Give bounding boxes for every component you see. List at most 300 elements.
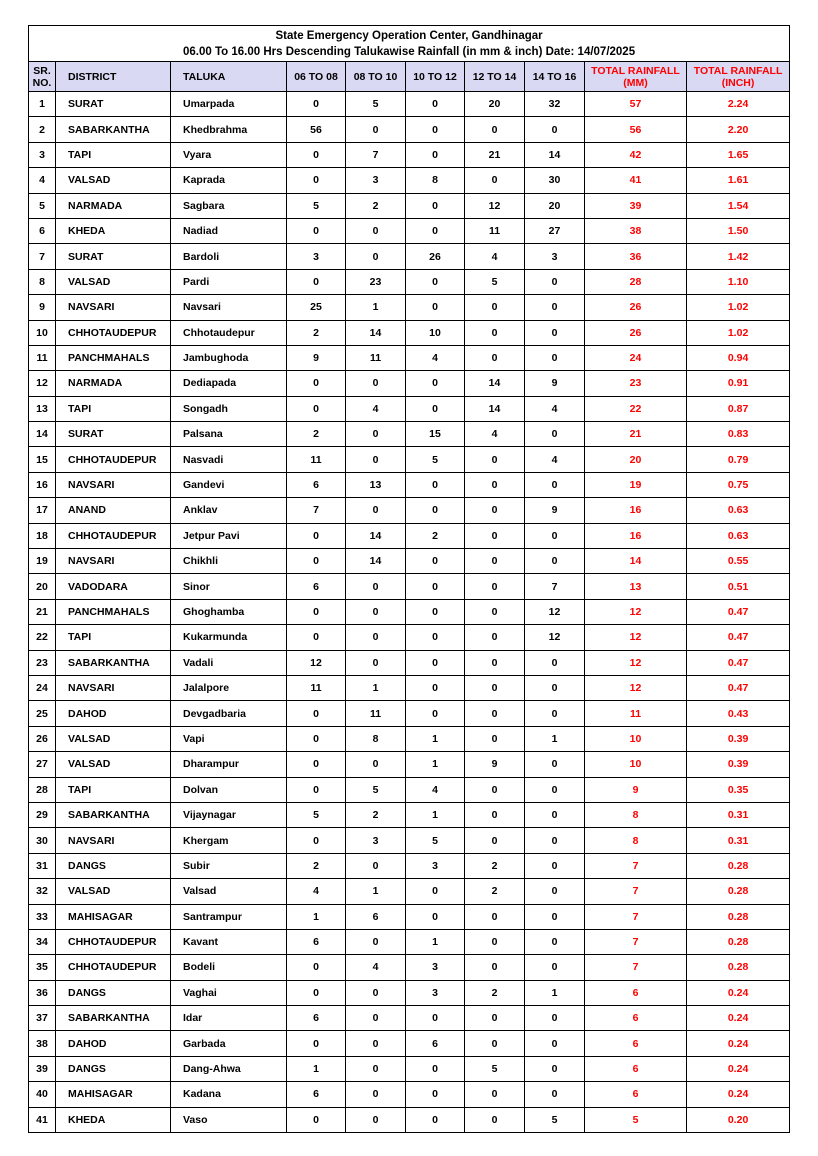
sr-no-cell: 41	[29, 1107, 56, 1132]
sr-no-cell: 7	[29, 244, 56, 269]
rain-14-16-cell: 14	[525, 142, 585, 167]
total-inch-cell: 0.28	[687, 955, 790, 980]
taluka-cell: Umarpada	[171, 92, 287, 117]
total-inch-cell: 1.54	[687, 193, 790, 218]
rain-08-10-cell: 1	[346, 295, 406, 320]
rain-08-10-cell: 0	[346, 929, 406, 954]
taluka-cell: Dolvan	[171, 777, 287, 802]
col-06-to-08: 06 TO 08	[287, 62, 346, 92]
total-inch-cell: 0.87	[687, 396, 790, 421]
sr-no-cell: 39	[29, 1056, 56, 1081]
district-cell: VADODARA	[56, 574, 171, 599]
total-mm-cell: 16	[585, 523, 687, 548]
rain-08-10-cell: 8	[346, 726, 406, 751]
rain-10-12-cell: 1	[406, 752, 465, 777]
total-inch-cell: 0.24	[687, 980, 790, 1005]
rain-08-10-cell: 0	[346, 574, 406, 599]
rain-06-08-cell: 2	[287, 853, 346, 878]
total-inch-cell: 1.02	[687, 320, 790, 345]
sr-no-cell: 31	[29, 853, 56, 878]
table-row	[29, 498, 790, 523]
rain-06-08-cell: 0	[287, 168, 346, 193]
sr-no-cell: 3	[29, 142, 56, 167]
rain-12-14-cell: 14	[465, 396, 525, 421]
taluka-cell: Chikhli	[171, 549, 287, 574]
taluka-cell: Dang-Ahwa	[171, 1056, 287, 1081]
rain-06-08-cell: 0	[287, 142, 346, 167]
taluka-cell: Khergam	[171, 828, 287, 853]
rain-08-10-cell: 0	[346, 1056, 406, 1081]
district-cell: CHHOTAUDEPUR	[56, 929, 171, 954]
rain-08-10-cell: 0	[346, 853, 406, 878]
taluka-cell: Nasvadi	[171, 447, 287, 472]
total-inch-cell: 0.94	[687, 345, 790, 370]
rain-12-14-cell: 2	[465, 879, 525, 904]
rain-12-14-cell: 0	[465, 117, 525, 142]
rain-14-16-cell: 30	[525, 168, 585, 193]
rain-14-16-cell: 0	[525, 1056, 585, 1081]
rain-06-08-cell: 1	[287, 904, 346, 929]
total-inch-cell: 0.39	[687, 726, 790, 751]
rain-06-08-cell: 0	[287, 218, 346, 243]
rain-08-10-cell: 11	[346, 345, 406, 370]
taluka-cell: Gandevi	[171, 472, 287, 497]
table-row	[29, 269, 790, 294]
rain-10-12-cell: 6	[406, 1031, 465, 1056]
district-cell: SURAT	[56, 422, 171, 447]
rain-12-14-cell: 5	[465, 1056, 525, 1081]
sr-no-cell: 19	[29, 549, 56, 574]
rain-14-16-cell: 0	[525, 320, 585, 345]
district-cell: SABARKANTHA	[56, 1006, 171, 1031]
district-cell: NAVSARI	[56, 472, 171, 497]
rain-10-12-cell: 3	[406, 955, 465, 980]
rain-10-12-cell: 0	[406, 1082, 465, 1107]
rain-14-16-cell: 0	[525, 345, 585, 370]
rain-10-12-cell: 26	[406, 244, 465, 269]
taluka-cell: Ghoghamba	[171, 599, 287, 624]
district-cell: NARMADA	[56, 371, 171, 396]
table-row	[29, 726, 790, 751]
rain-12-14-cell: 0	[465, 574, 525, 599]
column-header-row	[29, 62, 790, 92]
rain-08-10-cell: 5	[346, 777, 406, 802]
sr-no-cell: 23	[29, 650, 56, 675]
district-cell: KHEDA	[56, 1107, 171, 1132]
rain-08-10-cell: 14	[346, 320, 406, 345]
rain-06-08-cell: 0	[287, 752, 346, 777]
taluka-cell: Vapi	[171, 726, 287, 751]
total-inch-cell: 0.55	[687, 549, 790, 574]
total-inch-cell: 0.28	[687, 904, 790, 929]
rain-06-08-cell: 0	[287, 701, 346, 726]
rain-14-16-cell: 4	[525, 396, 585, 421]
rain-10-12-cell: 0	[406, 371, 465, 396]
total-inch-cell: 0.24	[687, 1006, 790, 1031]
rain-06-08-cell: 0	[287, 549, 346, 574]
rain-08-10-cell: 11	[346, 701, 406, 726]
total-mm-cell: 6	[585, 980, 687, 1005]
district-cell: NAVSARI	[56, 828, 171, 853]
total-inch-cell: 0.91	[687, 371, 790, 396]
total-inch-cell: 1.65	[687, 142, 790, 167]
report-title-line1: State Emergency Operation Center, Gandhinagar	[275, 29, 543, 42]
rain-08-10-cell: 0	[346, 218, 406, 243]
district-cell: ANAND	[56, 498, 171, 523]
rain-08-10-cell: 0	[346, 980, 406, 1005]
rain-10-12-cell: 10	[406, 320, 465, 345]
rain-06-08-cell: 0	[287, 269, 346, 294]
table-row	[29, 752, 790, 777]
col-10-to-12: 10 TO 12	[406, 62, 465, 92]
total-inch-cell: 1.61	[687, 168, 790, 193]
rain-14-16-cell: 0	[525, 523, 585, 548]
col-taluka: TALUKA	[171, 62, 287, 92]
sr-no-cell: 22	[29, 625, 56, 650]
sr-no-cell: 38	[29, 1031, 56, 1056]
rain-08-10-cell: 2	[346, 802, 406, 827]
rain-08-10-cell: 23	[346, 269, 406, 294]
taluka-cell: Garbada	[171, 1031, 287, 1056]
rain-06-08-cell: 11	[287, 675, 346, 700]
rain-06-08-cell: 25	[287, 295, 346, 320]
table-row	[29, 193, 790, 218]
district-cell: NAVSARI	[56, 295, 171, 320]
rain-08-10-cell: 4	[346, 955, 406, 980]
taluka-cell: Idar	[171, 1006, 287, 1031]
rain-06-08-cell: 0	[287, 1107, 346, 1132]
taluka-cell: Kukarmunda	[171, 625, 287, 650]
total-mm-cell: 14	[585, 549, 687, 574]
sr-no-cell: 4	[29, 168, 56, 193]
table-row	[29, 599, 790, 624]
total-mm-cell: 5	[585, 1107, 687, 1132]
district-cell: VALSAD	[56, 752, 171, 777]
rain-08-10-cell: 7	[346, 142, 406, 167]
district-cell: NARMADA	[56, 193, 171, 218]
rain-12-14-cell: 0	[465, 929, 525, 954]
rain-08-10-cell: 0	[346, 1031, 406, 1056]
taluka-cell: Santrampur	[171, 904, 287, 929]
rain-10-12-cell: 0	[406, 92, 465, 117]
rain-06-08-cell: 7	[287, 498, 346, 523]
sr-no-cell: 15	[29, 447, 56, 472]
taluka-cell: Sagbara	[171, 193, 287, 218]
sr-no-cell: 36	[29, 980, 56, 1005]
district-cell: SABARKANTHA	[56, 802, 171, 827]
total-mm-cell: 10	[585, 752, 687, 777]
district-cell: NAVSARI	[56, 675, 171, 700]
rain-14-16-cell: 0	[525, 828, 585, 853]
sr-no-cell: 18	[29, 523, 56, 548]
total-inch-cell: 0.20	[687, 1107, 790, 1132]
sr-no-cell: 9	[29, 295, 56, 320]
total-mm-cell: 11	[585, 701, 687, 726]
col-sr-no: SR. NO.	[29, 62, 56, 92]
sr-no-cell: 25	[29, 701, 56, 726]
total-mm-cell: 6	[585, 1056, 687, 1081]
rain-08-10-cell: 0	[346, 371, 406, 396]
table-row	[29, 929, 790, 954]
taluka-cell: Dharampur	[171, 752, 287, 777]
rain-14-16-cell: 0	[525, 1082, 585, 1107]
rain-14-16-cell: 0	[525, 904, 585, 929]
total-inch-cell: 0.47	[687, 675, 790, 700]
rain-12-14-cell: 0	[465, 549, 525, 574]
rain-12-14-cell: 0	[465, 599, 525, 624]
rain-10-12-cell: 15	[406, 422, 465, 447]
taluka-cell: Subir	[171, 853, 287, 878]
sr-no-cell: 30	[29, 828, 56, 853]
total-inch-cell: 1.50	[687, 218, 790, 243]
rain-10-12-cell: 4	[406, 777, 465, 802]
rain-14-16-cell: 0	[525, 853, 585, 878]
rain-12-14-cell: 0	[465, 472, 525, 497]
total-mm-cell: 26	[585, 295, 687, 320]
sr-no-cell: 33	[29, 904, 56, 929]
sr-no-cell: 16	[29, 472, 56, 497]
rain-08-10-cell: 0	[346, 625, 406, 650]
total-inch-cell: 0.31	[687, 802, 790, 827]
rain-14-16-cell: 0	[525, 422, 585, 447]
total-inch-cell: 0.24	[687, 1082, 790, 1107]
district-cell: TAPI	[56, 142, 171, 167]
rain-12-14-cell: 0	[465, 955, 525, 980]
rain-12-14-cell: 0	[465, 904, 525, 929]
district-cell: VALSAD	[56, 879, 171, 904]
total-inch-cell: 0.83	[687, 422, 790, 447]
rain-06-08-cell: 0	[287, 523, 346, 548]
total-mm-cell: 7	[585, 955, 687, 980]
rain-10-12-cell: 0	[406, 1006, 465, 1031]
rain-06-08-cell: 0	[287, 599, 346, 624]
rain-12-14-cell: 0	[465, 625, 525, 650]
total-mm-cell: 56	[585, 117, 687, 142]
rain-08-10-cell: 0	[346, 650, 406, 675]
total-mm-cell: 12	[585, 650, 687, 675]
rain-06-08-cell: 5	[287, 802, 346, 827]
table-row	[29, 955, 790, 980]
rain-12-14-cell: 4	[465, 244, 525, 269]
rain-12-14-cell: 0	[465, 345, 525, 370]
total-mm-cell: 10	[585, 726, 687, 751]
rain-10-12-cell: 0	[406, 117, 465, 142]
rain-12-14-cell: 0	[465, 1006, 525, 1031]
district-cell: NAVSARI	[56, 549, 171, 574]
rain-06-08-cell: 2	[287, 320, 346, 345]
rain-10-12-cell: 0	[406, 193, 465, 218]
table-row	[29, 320, 790, 345]
rain-06-08-cell: 0	[287, 980, 346, 1005]
total-mm-cell: 41	[585, 168, 687, 193]
district-cell: SABARKANTHA	[56, 117, 171, 142]
total-mm-cell: 39	[585, 193, 687, 218]
rain-14-16-cell: 0	[525, 650, 585, 675]
rain-14-16-cell: 0	[525, 549, 585, 574]
total-mm-cell: 20	[585, 447, 687, 472]
table-row	[29, 879, 790, 904]
rain-14-16-cell: 0	[525, 802, 585, 827]
total-mm-cell: 12	[585, 625, 687, 650]
total-mm-cell: 38	[585, 218, 687, 243]
rainfall-table	[28, 25, 790, 1133]
table-row	[29, 625, 790, 650]
table-row	[29, 1031, 790, 1056]
rain-06-08-cell: 0	[287, 1031, 346, 1056]
sr-no-cell: 12	[29, 371, 56, 396]
table-row	[29, 1006, 790, 1031]
rain-12-14-cell: 0	[465, 523, 525, 548]
total-inch-cell: 0.35	[687, 777, 790, 802]
rain-06-08-cell: 1	[287, 1056, 346, 1081]
rain-14-16-cell: 0	[525, 472, 585, 497]
rain-08-10-cell: 1	[346, 675, 406, 700]
total-mm-cell: 13	[585, 574, 687, 599]
district-cell: DANGS	[56, 853, 171, 878]
rain-12-14-cell: 0	[465, 1107, 525, 1132]
taluka-cell: Vaghai	[171, 980, 287, 1005]
rain-12-14-cell: 0	[465, 650, 525, 675]
district-cell: DANGS	[56, 1056, 171, 1081]
rain-10-12-cell: 1	[406, 726, 465, 751]
total-inch-cell: 0.43	[687, 701, 790, 726]
rain-14-16-cell: 5	[525, 1107, 585, 1132]
rain-08-10-cell: 0	[346, 752, 406, 777]
rain-10-12-cell: 0	[406, 218, 465, 243]
rain-08-10-cell: 0	[346, 1082, 406, 1107]
district-cell: CHHOTAUDEPUR	[56, 447, 171, 472]
rain-10-12-cell: 3	[406, 853, 465, 878]
district-cell: DANGS	[56, 980, 171, 1005]
rain-14-16-cell: 1	[525, 726, 585, 751]
rain-14-16-cell: 0	[525, 675, 585, 700]
table-row	[29, 117, 790, 142]
rain-14-16-cell: 32	[525, 92, 585, 117]
rain-10-12-cell: 0	[406, 549, 465, 574]
rain-06-08-cell: 6	[287, 1082, 346, 1107]
table-row	[29, 345, 790, 370]
table-row	[29, 853, 790, 878]
rain-08-10-cell: 0	[346, 447, 406, 472]
taluka-cell: Vyara	[171, 142, 287, 167]
total-mm-cell: 42	[585, 142, 687, 167]
table-row	[29, 828, 790, 853]
sr-no-cell: 32	[29, 879, 56, 904]
sr-no-cell: 27	[29, 752, 56, 777]
table-row	[29, 549, 790, 574]
rain-14-16-cell: 0	[525, 777, 585, 802]
rain-10-12-cell: 3	[406, 980, 465, 1005]
sr-no-cell: 34	[29, 929, 56, 954]
table-row	[29, 447, 790, 472]
rain-10-12-cell: 0	[406, 904, 465, 929]
sr-no-cell: 28	[29, 777, 56, 802]
rain-08-10-cell: 3	[346, 168, 406, 193]
district-cell: MAHISAGAR	[56, 1082, 171, 1107]
district-cell: MAHISAGAR	[56, 904, 171, 929]
rain-08-10-cell: 0	[346, 1107, 406, 1132]
total-inch-cell: 1.10	[687, 269, 790, 294]
rain-12-14-cell: 0	[465, 675, 525, 700]
rain-12-14-cell: 9	[465, 752, 525, 777]
table-row	[29, 92, 790, 117]
total-mm-cell: 12	[585, 675, 687, 700]
total-mm-cell: 28	[585, 269, 687, 294]
rain-14-16-cell: 0	[525, 955, 585, 980]
total-inch-cell: 0.28	[687, 879, 790, 904]
rain-08-10-cell: 2	[346, 193, 406, 218]
rain-08-10-cell: 6	[346, 904, 406, 929]
total-inch-cell: 0.39	[687, 752, 790, 777]
total-inch-cell: 0.51	[687, 574, 790, 599]
rain-12-14-cell: 0	[465, 295, 525, 320]
taluka-cell: Pardi	[171, 269, 287, 294]
district-cell: CHHOTAUDEPUR	[56, 955, 171, 980]
table-row	[29, 295, 790, 320]
district-cell: SABARKANTHA	[56, 650, 171, 675]
sr-no-cell: 21	[29, 599, 56, 624]
rain-10-12-cell: 0	[406, 142, 465, 167]
rain-14-16-cell: 12	[525, 599, 585, 624]
table-body	[29, 92, 790, 1133]
rain-10-12-cell: 5	[406, 828, 465, 853]
rain-12-14-cell: 2	[465, 853, 525, 878]
report-title-line2: 06.00 To 16.00 Hrs Descending Talukawise Rainfall (in mm & inch) Date: 14/07/2025	[183, 45, 636, 58]
rain-10-12-cell: 0	[406, 701, 465, 726]
rain-10-12-cell: 0	[406, 1056, 465, 1081]
rain-06-08-cell: 56	[287, 117, 346, 142]
rain-10-12-cell: 0	[406, 1107, 465, 1132]
taluka-cell: Bodeli	[171, 955, 287, 980]
rain-14-16-cell: 27	[525, 218, 585, 243]
rain-06-08-cell: 11	[287, 447, 346, 472]
sr-no-cell: 8	[29, 269, 56, 294]
total-mm-cell: 6	[585, 1006, 687, 1031]
total-mm-cell: 9	[585, 777, 687, 802]
rain-06-08-cell: 5	[287, 193, 346, 218]
rain-08-10-cell: 5	[346, 92, 406, 117]
rain-12-14-cell: 0	[465, 447, 525, 472]
rain-12-14-cell: 0	[465, 802, 525, 827]
sr-no-cell: 13	[29, 396, 56, 421]
rain-12-14-cell: 0	[465, 168, 525, 193]
rain-06-08-cell: 0	[287, 955, 346, 980]
rain-10-12-cell: 0	[406, 650, 465, 675]
total-mm-cell: 7	[585, 853, 687, 878]
district-cell: KHEDA	[56, 218, 171, 243]
rain-12-14-cell: 0	[465, 498, 525, 523]
taluka-cell: Kadana	[171, 1082, 287, 1107]
rain-08-10-cell: 13	[346, 472, 406, 497]
sr-no-cell: 24	[29, 675, 56, 700]
rain-14-16-cell: 0	[525, 117, 585, 142]
sr-no-cell: 20	[29, 574, 56, 599]
taluka-cell: Jalalpore	[171, 675, 287, 700]
col-08-to-10: 08 TO 10	[346, 62, 406, 92]
sr-no-cell: 26	[29, 726, 56, 751]
col-total-mm: TOTAL RAINFALL (MM)	[585, 62, 687, 92]
total-mm-cell: 8	[585, 828, 687, 853]
district-cell: TAPI	[56, 625, 171, 650]
rain-10-12-cell: 0	[406, 574, 465, 599]
rain-14-16-cell: 0	[525, 1006, 585, 1031]
rain-06-08-cell: 0	[287, 828, 346, 853]
rain-12-14-cell: 20	[465, 92, 525, 117]
rain-12-14-cell: 0	[465, 828, 525, 853]
sr-no-cell: 29	[29, 802, 56, 827]
rain-12-14-cell: 12	[465, 193, 525, 218]
col-total-inch: TOTAL RAINFALL (INCH)	[687, 62, 790, 92]
